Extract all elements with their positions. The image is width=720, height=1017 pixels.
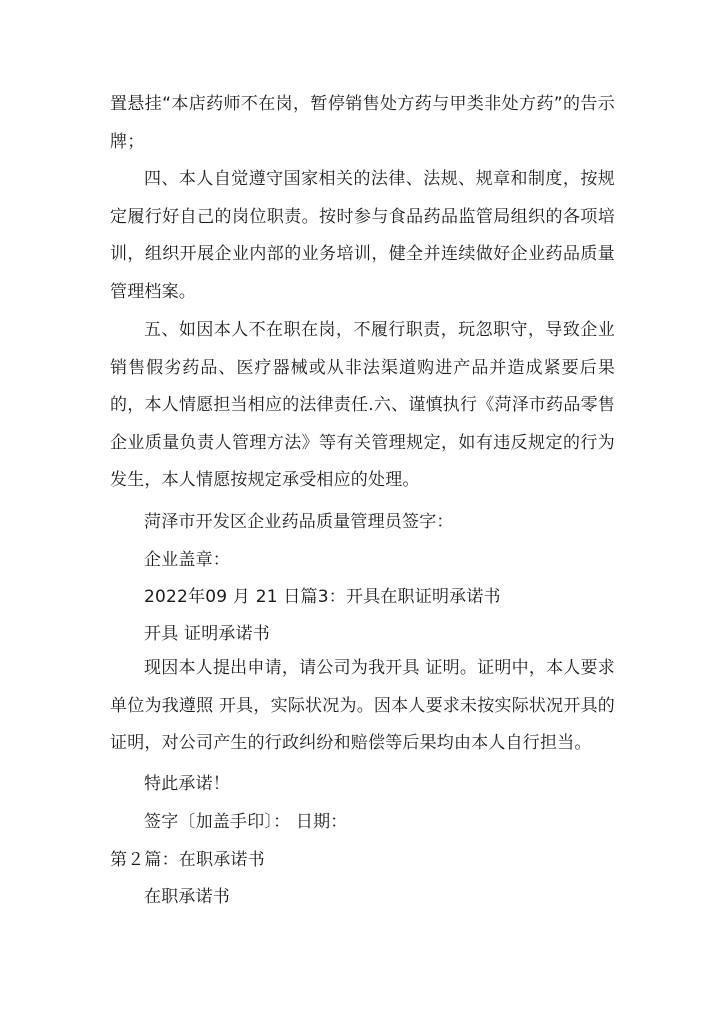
commitment-line: 特此承诺！ <box>144 774 230 794</box>
paragraph-clause-4: 四、本人自觉遵守国家相关的法律、法规、规章和制度，按规定履行好自己的岗位职责。按时参与食品药品监管局组织的各项培训，组织开展企业内部的业务培训，健全并连续做好企业药品质量管理档案。 <box>110 169 615 302</box>
company-seal-line: 企业盖章： <box>144 550 230 570</box>
paragraph-display-notice: 置悬挂“本店药师不在岗，暂停销售处方药与甲类非处方药”的告示牌； <box>110 94 615 152</box>
paragraph-request: 现因本人提出申请，请公司为我开具 证明。证明中，本人要求单位为我遵照 开具，实际状况为。因本人要求未按实际状况开具的证明，对公司产生的行政纠纷和赔偿等后果均由本人自行担当。 <box>110 658 615 753</box>
date-and-section-3-title: 2022年09 月 21 日篇3：开具在职证明承诺书 <box>144 587 501 607</box>
paragraph-clause-5-6: 五、如因本人不在职在岗，不履行职责，玩忽职守，导致企业销售假劣药品、医疗器械或从非法渠道购进产品并造成紧要后果的，本人情愿担当相应的法律责任.六、谨慎执行《菏泽市药品零售企业质量负责人管理方法》等有关管理规定，如有违反规定的行为发生，本人情愿按规定承受相应的处理。 <box>110 320 615 490</box>
section-2-heading: 第２篇：在职承诺书 <box>110 850 265 870</box>
section-2-title: 在职承诺书 <box>144 887 230 907</box>
signature-manager-line: 菏泽市开发区企业药品质量管理员签字： <box>144 512 454 532</box>
signature-date-line: 签字〔加盖手印〕： 日期： <box>144 812 348 832</box>
subsection-title: 开具 证明承诺书 <box>144 624 271 644</box>
